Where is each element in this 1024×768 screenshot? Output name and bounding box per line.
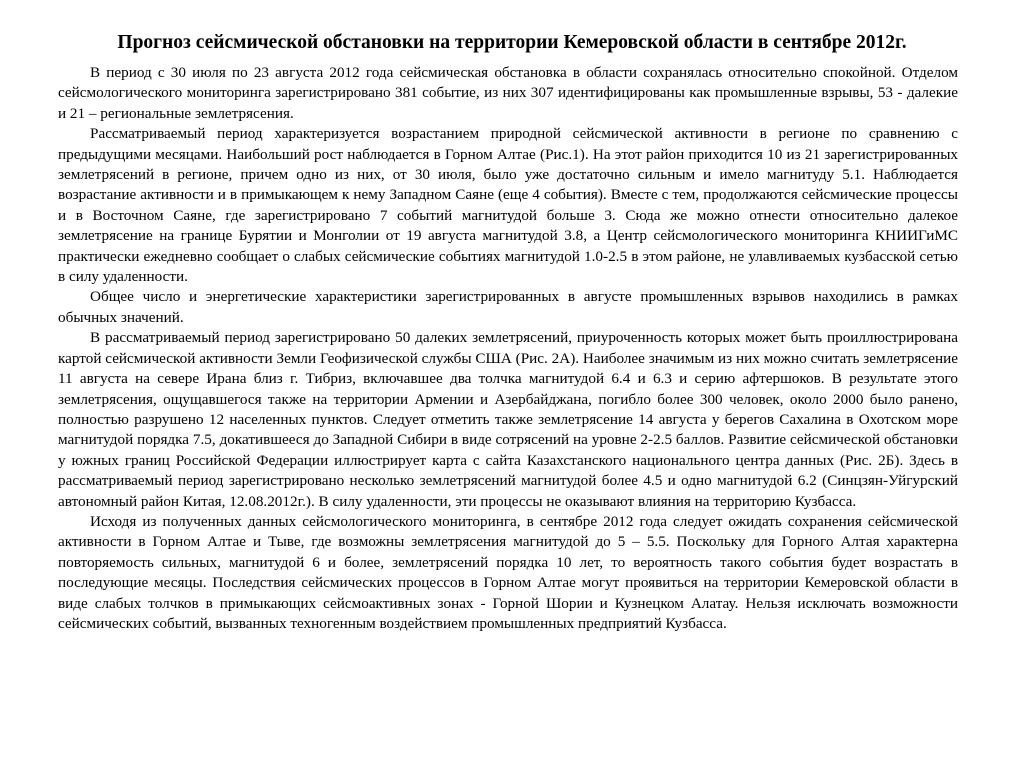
paragraph-3: Общее число и энергетические характеристики зарегистрированных в августе промышленных взрывов находились в рамках обычных значений. <box>58 288 958 326</box>
paragraph-4: В рассматриваемый период зарегистрировано 50 далеких землетрясений, приуроченность которых может быть проиллюстрирована картой сейсмической активности Земли Геофизической службы США (Рис. 2А). Наиболее значимым из них можно считать землетрясение 11 августа на севере Ирана близ г. Тибриз, включавшее два толчка магнитудой 6.4 и 6.3 и серию афтершоков. В результате этого землетрясения, ощущавшегося также на территории Армении и Азербайджана, погибло более 300 человек, около 2000 было ранено, полностью разрушено 12 населенных пунктов. Следует отметить также землетрясение 14 августа у берегов Сахалина в Охотском море магнитудой порядка 7.5, докатившееся до Западной Сибири в виде сотрясений на уровне 2-2.5 баллов. Развитие сейсмической обстановки у южных границ Российской Федерации иллюстрирует карта с сайта Казахстанского национального центра данных (Рис. 2Б). Здесь в рассматриваемый период зарегистрировано несколько землетрясений магнитудой более 4.5 и одно магнитудой 6.2 (Синцзян-Уйгурский автономный район Китая, 12.08.2012г.). В силу удаленности, эти процессы не оказывают влияния на территорию Кузбасса. <box>58 329 958 510</box>
paragraph-5: Исходя из полученных данных сейсмологического мониторинга, в сентябре 2012 года следует ожидать сохранения сейсмической активности в Горном Алтае и Тыве, где возможны землетрясения магнитудой до 5 – 5.5. Поскольку для Горного Алтая характерна повторяемость сильных, магнитудой 6 и более, землетрясений порядка 10 лет, то вероятность такого события будет возрастать в последующие месяцы. Последствия сейсмических процессов в Горном Алтае могут проявиться на территории Кемеровской области в виде слабых толчков в примыкающих сейсмоактивных зонах - Горной Шории и Кузнецком Алатау. Нельзя исключать возможности сейсмических событий, вызванных техногенным воздействием промышленных предприятий Кузбасса. <box>58 512 958 632</box>
paragraph-1: В период с 30 июля по 23 августа 2012 года сейсмическая обстановка в области сохранялась относительно спокойной. Отделом сейсмологического мониторинга зарегистрировано 381 событие, из них 307 идентифицированы как промышленные взрывы, 53 - далекие и 21 – региональные землетрясения. <box>58 64 958 122</box>
paragraph-2: Рассматриваемый период характеризуется возрастанием природной сейсмической активности в регионе по сравнению с предыдущими месяцами. Наибольший рост наблюдается в Горном Алтае (Рис.1). На этот район приходится 10 из 21 зарегистрированных землетрясений в регионе, причем одно из них, от 30 июля, было уже достаточно сильным и имело магнитуду 5.1. Наблюдается возрастание активности и в примыкающем к нему Западном Саяне (еще 4 события). Вместе с тем, продолжаются сейсмические процессы и в Восточном Саяне, где зарегистрировано 7 событий магнитудой больше 3. Сюда же можно отнести относительно далекое землетрясение на границе Бурятии и Монголии от 19 августа магнитудой 3.8, а Центр сейсмологического мониторинга КНИИГиМС практически ежедневно сообщает о слабых сейсмические событиях магнитудой 1.0-2.5 в этом районе, не улавливаемых кузбасской сетью в силу удаленности. <box>58 125 958 286</box>
document-title: Прогноз сейсмической обстановки на территории Кемеровской области в сентябре 2012г. <box>117 32 907 53</box>
document-body <box>58 63 958 634</box>
